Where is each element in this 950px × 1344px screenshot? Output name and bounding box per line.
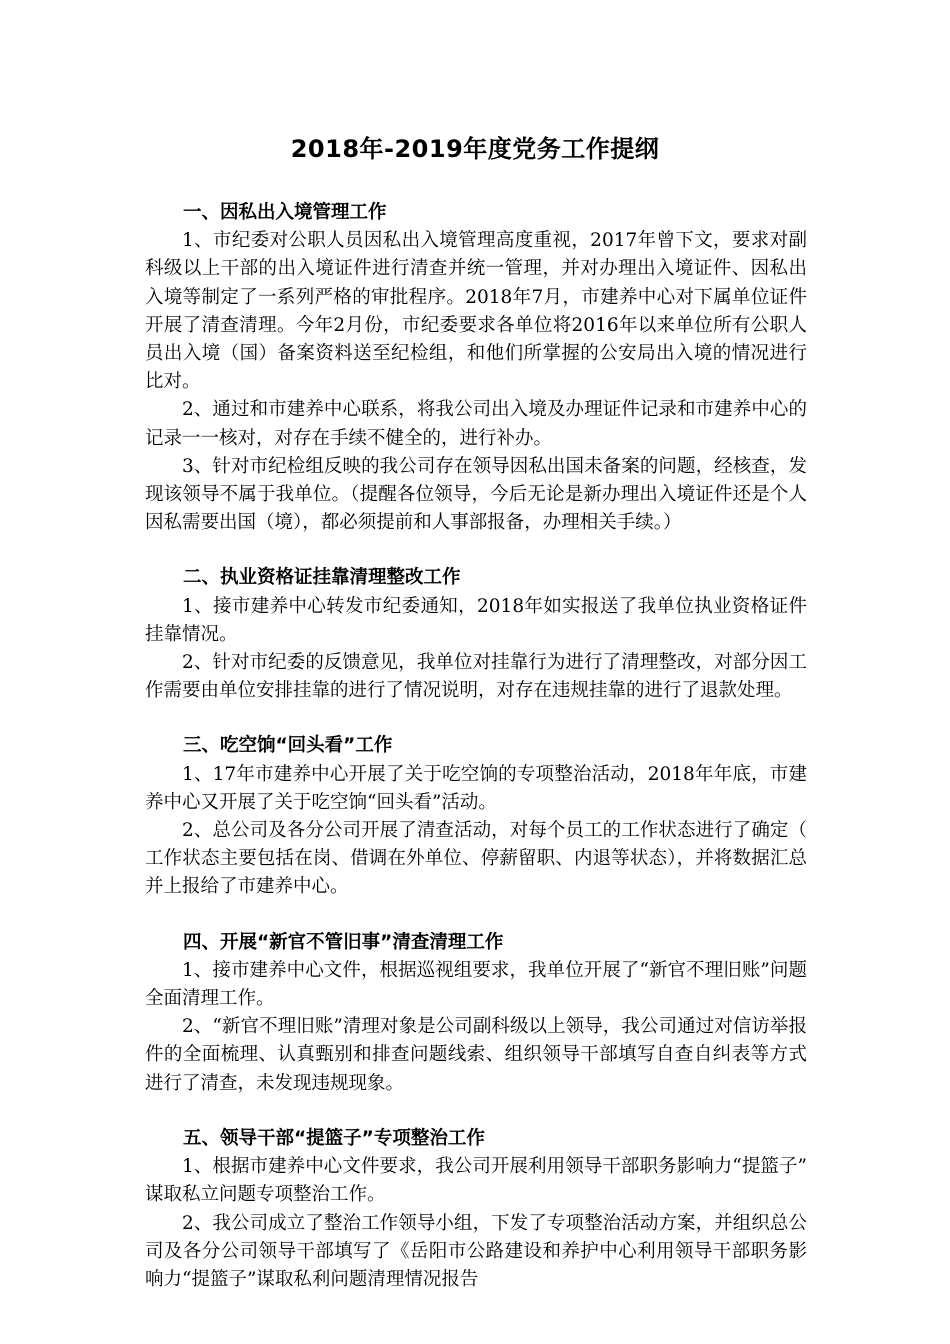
- paragraph: 1、根据市建养中心文件要求，我公司开展利用领导干部职务影响力“提篮子”谋取私立问题专项整治工作。: [145, 1156, 807, 1206]
- paragraph: 1、接市建养中心文件，根据巡视组要求，我单位开展了“新官不理旧账”问题全面清理工作。: [145, 959, 807, 1010]
- section-ghost-payroll-review: [145, 732, 807, 901]
- section-heading: 三、吃空饷“回头看”工作: [183, 735, 393, 757]
- section-heading: 二、执业资格证挂靠清理整改工作: [183, 567, 461, 589]
- paragraph: 1、市纪委对公职人员因私出入境管理高度重视，2017年曾下文，要求对副科级以上干部的出入境证件进行清查并统一管理，并对办理出入境证件、因私出入境等制定了一系列严格的审批程序。2018年7月，市建养中心对下属单位证件开展了清查清理。今年2月份，市纪委要求各单位将2016年以来单位所有公职人员出入境（国）备案资料送至纪检组，和他们所掌握的公安局出入境的情况进行比对。: [145, 230, 807, 393]
- paragraph: 2、总公司及各分公司开展了清查活动，对每个员工的工作状态进行了确定（工作状态主要包括在岗、借调在外单位、停薪留职、内退等状态），并将数据汇总并上报给了市建养中心。: [145, 820, 807, 898]
- paragraph: 2、我公司成立了整治工作领导小组，下发了专项整治活动方案，并组织总公司及各分公司领导干部填写了《岳阳市公路建设和养护中心利用领导干部职务影响力“提篮子”谋取私利问题清理情况报告: [145, 1212, 807, 1290]
- section-legacy-issues-cleanup: [145, 929, 807, 1098]
- document-body: [145, 199, 807, 1294]
- paragraph: 1、接市建养中心转发市纪委通知，2018年如实报送了我单位执业资格证件挂靠情况。: [145, 595, 807, 645]
- paragraph: 2、通过和市建养中心联系，将我公司出入境及办理证件记录和市建养中心的记录一一核对，对存在手续不健全的，进行补办。: [145, 399, 807, 449]
- section-qualification-certificates: [145, 564, 807, 705]
- paragraph: 2、“新官不理旧账”清理对象是公司副科级以上领导，我公司通过对信访举报件的全面梳理、认真甄别和排查问题线索、组织领导干部填写自查自纠表等方式进行了清查，未发现违规现象。: [145, 1016, 807, 1094]
- paragraph: 3、针对市纪检组反映的我公司存在领导因私出国未备案的问题，经核查，发现该领导不属于我单位。（提醒各位领导，今后无论是新办理出入境证件还是个人因私需要出国（境），都必须提前和人事部报备，办理相关手续。）: [145, 455, 807, 534]
- section-heading: 四、开展“新官不管旧事”清查清理工作: [183, 931, 504, 953]
- section-influence-abuse-rectification: [145, 1125, 807, 1294]
- paragraph: 1、17年市建养中心开展了关于吃空饷的专项整治活动，2018年年底，市建养中心又开展了关于吃空饷“回头看”活动。: [145, 763, 807, 813]
- document-title: 2018年-2019年度党务工作提纲: [290, 135, 660, 163]
- section-heading: 一、因私出入境管理工作: [183, 202, 387, 223]
- section-heading: 五、领导干部“提篮子”专项整治工作: [183, 1127, 485, 1149]
- paragraph: 2、针对市纪委的反馈意见，我单位对挂靠行为进行了清理整改，对部分因工作需要由单位安排挂靠的进行了情况说明，对存在违规挂靠的进行了退款处理。: [145, 652, 807, 702]
- section-outbound-travel: [145, 199, 807, 537]
